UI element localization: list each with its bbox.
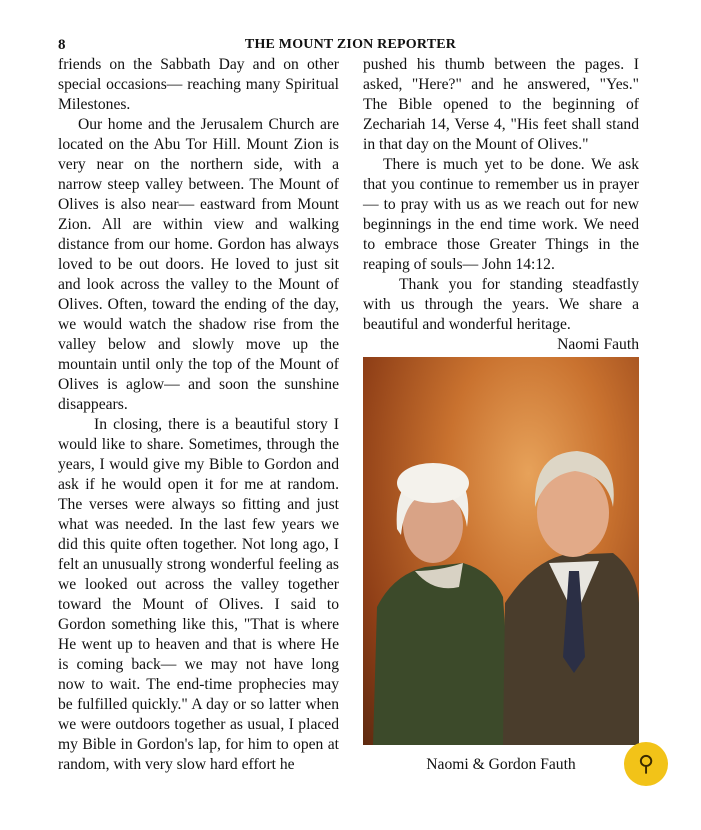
publication-title: THE MOUNT ZION REPORTER <box>244 37 457 52</box>
right-column <box>363 55 639 355</box>
photo-illustration <box>363 357 639 745</box>
paragraph: There is much yet to be done. We ask that you continue to remember us in prayer— to pray with us as we reach out for new beginnings in the end time work. We need to embrace those Greater Things in the reaping of souls— John 14:12. <box>363 156 639 273</box>
paragraph: pushed his thumb between the pages. I asked, "Here?" and he answered, "Yes." The Bible opened to the beginning of Zechariah 14, Verse 4, "His feet shall stand in that day on the Mount of Olives." <box>363 56 639 153</box>
paragraph: Thank you for standing steadfastly with us through the years. We share a beautiful and wonderful heritage. <box>363 276 639 333</box>
signature: Naomi Fauth <box>557 336 639 353</box>
photo-caption: Naomi & Gordon Fauth <box>426 756 576 773</box>
paragraph: Our home and the Jerusalem Church are located on the Abu Tor Hill. Mount Zion is very near on the northern side, with a narrow steep valley between. The Mount of Olives is also near— eastward from Mount Zion. All are within view and walking distance from our home. Gordon has always loved to be out doors. He loved to just sit and look across the valley to the Mount of Olives. Often, toward the ending of the day, we would watch the shadow rise from the valley below and slowly move up the mountain until only the top of the Mount of Olives is aglow— and soon the sunshine disappears. <box>58 116 339 413</box>
paragraph: In closing, there is a beautiful story I would like to share. Sometimes, through the years, I would give my Bible to Gordon and ask if he would open it for me at random. The verses were always so fitting and just what was needed. In the last few years we did this quite often together. Not long ago, I felt an unusually strong wonderful feeling as we looked out across the valley together toward the Mount of Olives. I said to Gordon something like this, "That is where He went up to heaven and that is where He is coming back— we may not have long now to wait. The end-time prophecies may be fulfilled quickly." A day or so latter when we were outdoors together as usual, I placed my Bible in Gordon's lap, for him to open at random, with very slow hard effort he <box>58 416 339 773</box>
left-column <box>58 55 339 775</box>
logo-badge-icon: ⚲ <box>624 742 668 786</box>
couple-photo <box>363 357 639 745</box>
paragraph: friends on the Sabbath Day and on other special occasions— reaching many Spiritual Milestones. <box>58 56 339 113</box>
page-number: 8 <box>58 37 66 53</box>
